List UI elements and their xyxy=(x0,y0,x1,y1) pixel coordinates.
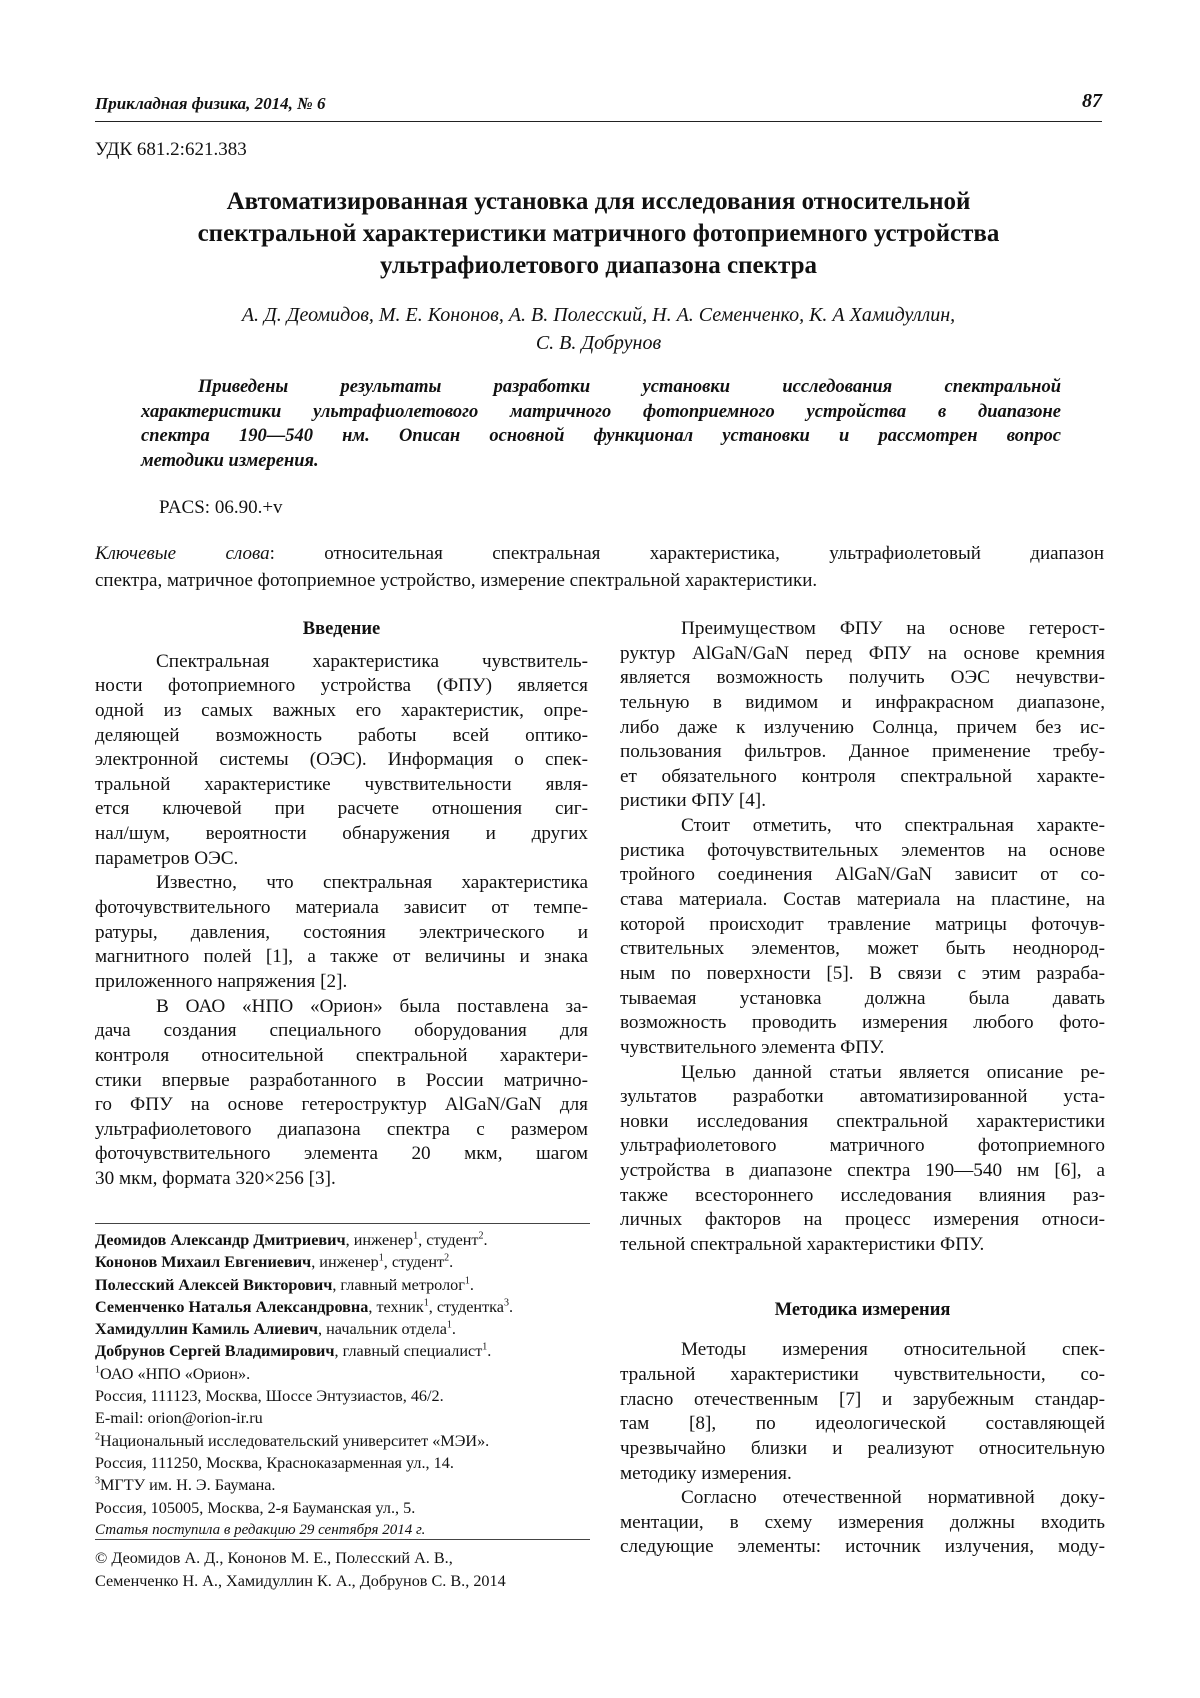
author-affiliations xyxy=(95,1229,595,1541)
text-line: контроля относительной спектральной характери- xyxy=(95,1044,588,1066)
text-line: Стоит отметить, что спектральная характе- xyxy=(681,815,1105,837)
organization-line: $^2$Национальный исследовательский университет «МЭИ». xyxy=(95,1431,490,1450)
text-line: ристика фоточувствительных элементов на основе xyxy=(620,839,1105,861)
author-affiliation-line: Добрунов Сергей Владимирович, главный специалист$^1$. xyxy=(95,1342,492,1361)
running-header xyxy=(95,90,1102,116)
text-line: либо даже к излучению Солнца, причем без ис- xyxy=(620,716,1105,738)
text-line: чувствительного элемента ФПУ. xyxy=(620,1036,885,1058)
copyright-notice xyxy=(95,1547,595,1592)
text-line: дача создания специального оборудования для xyxy=(95,1020,588,1042)
affiliation-rule xyxy=(95,1223,590,1224)
text-line: нал/шум, вероятности обнаружения и других xyxy=(95,823,588,845)
title-line: спектральной характеристики матричного фотоприемного устройства xyxy=(197,220,1000,247)
text-line: ным по поверхности [5]. В связи с этим разраба- xyxy=(620,962,1105,984)
text-line: ет обязательного контроля спектральной характе- xyxy=(620,765,1105,787)
author-affiliation-line: Семенченко Наталья Александровна, техник$^1$, студентка$^3$. xyxy=(95,1297,514,1316)
text-line: руктур AlGaN/GaN перед ФПУ на основе кремния xyxy=(620,642,1105,664)
text-line: фоточувствительного материала зависит от темпе- xyxy=(95,897,588,919)
text-line: чрезвычайно близки и реализуют относительную xyxy=(620,1437,1105,1459)
text-line: ультрафиолетового диапазона спектра с размером xyxy=(95,1118,588,1140)
text-line: тываемая установка должна была давать xyxy=(620,987,1105,1009)
abstract-line: Приведены результаты разработки установки исследования спектральной xyxy=(198,377,1061,397)
text-line: става материала. Состав материала на пластине, на xyxy=(620,889,1105,911)
left-column xyxy=(95,617,588,1192)
text-line: методику измерения. xyxy=(620,1462,792,1484)
keywords xyxy=(95,540,1104,594)
received-date: Статья поступила в редакцию 29 сентября 2014 г. xyxy=(95,1521,426,1538)
text-line: Преимуществом ФПУ на основе гетерост- xyxy=(681,618,1105,639)
text-line: одной из самых важных его характеристик, опре- xyxy=(95,699,588,721)
title-line: Автоматизированная установка для исследования относительной xyxy=(226,188,971,215)
text-line: электронной системы (ОЭС). Информация о спек- xyxy=(95,749,588,771)
text-line: зультатов разработки автоматизированной уста- xyxy=(620,1086,1105,1108)
keywords-line: спектра, матричное фотоприемное устройство, измерение спектральной характеристики. xyxy=(95,570,818,591)
text-line: устройства в диапазоне спектра 190—540 нм [6], а xyxy=(620,1160,1105,1182)
text-line: ментации, в схему измерения должны входить xyxy=(620,1511,1105,1533)
text-line: параметров ОЭС. xyxy=(95,847,239,869)
text-line: пользования фильтров. Данное применение требу- xyxy=(620,741,1105,763)
text-line: стики впервые разработанного в России матрично- xyxy=(95,1069,588,1091)
authors-line: А. Д. Деомидов, М. Е. Кононов, А. В. Полесский, Н. А. Семенченко, К. А Хамидуллин, xyxy=(241,304,956,326)
udc-code: УДК 681.2:621.383 xyxy=(95,139,247,160)
abstract xyxy=(141,375,1061,473)
address-line: Россия, 111123, Москва, Шоссе Энтузиастов, 46/2. xyxy=(95,1387,444,1406)
address-line: Россия, 111250, Москва, Красноказарменная ул., 14. xyxy=(95,1453,454,1472)
text-line: гласно отечественным [7] и зарубежным стандар- xyxy=(620,1388,1105,1410)
organization-line: $^1$ОАО «НПО «Орион». xyxy=(95,1364,251,1383)
text-line: фоточувствительного элемента 20 мкм, шагом xyxy=(95,1143,588,1165)
text-line: магнитного полей [1], а также от величины и знака xyxy=(95,946,588,968)
text-line: тральной характеристике чувствительности явля- xyxy=(95,773,588,795)
organization-line: $^3$МГТУ им. Н. Э. Баумана. xyxy=(95,1475,276,1495)
text-line: Спектральная характеристика чувствитель- xyxy=(156,650,588,672)
text-line: ности фотоприемного устройства (ФПУ) является xyxy=(95,675,588,697)
email-line: E-mail: orion@orion-ir.ru xyxy=(95,1409,263,1428)
text-line: возможность проводить измерения любого фото- xyxy=(620,1012,1105,1034)
text-line: ствительных элементов, может быть неоднород- xyxy=(620,938,1105,960)
author-affiliation-line: Полесский Алексей Викторович, главный метролог$^1$. xyxy=(95,1275,474,1294)
author-list xyxy=(95,301,1102,357)
section-heading-introduction: Введение xyxy=(302,619,381,639)
abstract-line: методики измерения. xyxy=(141,450,319,471)
text-line: там [8], по идеологической составляющей xyxy=(620,1413,1105,1435)
text-line: го ФПУ на основе гетероструктур AlGaN/GaN для xyxy=(95,1094,588,1116)
author-affiliation-line: Деомидов Александр Дмитриевич, инженер$^1$, студент$^2$. xyxy=(95,1230,488,1249)
text-line: ристики ФПУ [4]. xyxy=(620,790,766,812)
author-affiliation-line: Кононов Михаил Евгениевич, инженер$^1$, студент$^2$. xyxy=(95,1252,454,1272)
text-line: также всестороннего исследования влияния раз- xyxy=(620,1184,1105,1206)
keywords-line xyxy=(95,540,1104,567)
address-line: Россия, 105005, Москва, 2-я Бауманская ул., 5. xyxy=(95,1498,416,1517)
text-line: тельной спектральной характеристики ФПУ. xyxy=(620,1234,985,1256)
text-line: ратуры, давления, состояния электрического и xyxy=(95,921,588,943)
article-title xyxy=(95,186,1102,282)
text-line: В ОАО «НПО «Орион» была поставлена за- xyxy=(156,995,588,1017)
keywords-text: : относительная спектральная характеристика, ультрафиолетовый диапазон xyxy=(269,543,1104,564)
text-line: личных факторов на процесс измерения относи- xyxy=(620,1209,1105,1231)
text-line: которой происходит травление матрицы фоточув- xyxy=(620,913,1105,935)
text-line: деляющей возможность работы всей оптико- xyxy=(95,724,588,746)
text-line: тельную в видимом и инфракрасном диапазоне, xyxy=(620,691,1105,713)
text-line: ультрафиолетового матричного фотоприемного xyxy=(620,1135,1105,1157)
copyright-rule xyxy=(95,1539,590,1540)
text-line: тральной характеристики чувствительности, со- xyxy=(620,1363,1105,1385)
pacs-code: PACS: 06.90.+v xyxy=(159,497,283,518)
copyright-line: © Деомидов А. Д., Кононов М. Е., Полесский А. В., xyxy=(95,1549,453,1567)
abstract-line: спектра 190—540 нм. Описан основной функционал установки и рассмотрен вопрос xyxy=(141,426,1061,447)
text-line: новки исследования спектральной характеристики xyxy=(620,1110,1105,1132)
text-line: 30 мкм, формата 320×256 [3]. xyxy=(95,1168,336,1190)
page-number: 87 xyxy=(1082,90,1102,112)
text-line: тройного соединения AlGaN/GaN зависит от со- xyxy=(620,864,1105,886)
author-affiliation-line: Хамидуллин Камиль Алиевич, начальник отдела$^1$. xyxy=(95,1319,456,1339)
text-line: является возможность получить ОЭС нечувстви- xyxy=(620,667,1105,689)
authors-line: С. В. Добрунов xyxy=(535,332,662,354)
abstract-line: характеристики ультрафиолетового матричного фотоприемного устройства в диапазоне xyxy=(141,401,1061,422)
title-line: ультрафиолетового диапазона спектра xyxy=(380,252,817,279)
text-line: ется ключевой при расчете отношения сиг- xyxy=(95,798,588,820)
section-heading-method: Методика измерения xyxy=(774,1299,951,1320)
text-line: приложенного напряжения [2]. xyxy=(95,970,348,992)
header-rule xyxy=(95,121,1102,122)
text-line: Известно, что спектральная характеристика xyxy=(156,872,588,894)
right-column xyxy=(620,617,1105,1560)
journal-name: Прикладная физика, 2014, № 6 xyxy=(95,94,326,113)
text-line: Целью данной статьи является описание ре- xyxy=(681,1061,1105,1083)
keywords-label: Ключевые слова xyxy=(95,543,270,564)
copyright-line: Семенченко Н. А., Хамидуллин К. А., Добрунов С. В., 2014 xyxy=(95,1571,506,1590)
text-line: Методы измерения относительной спек- xyxy=(681,1339,1105,1361)
text-line: следующие элементы: источник излучения, моду- xyxy=(620,1536,1105,1558)
text-line: Согласно отечественной нормативной доку- xyxy=(681,1487,1105,1509)
